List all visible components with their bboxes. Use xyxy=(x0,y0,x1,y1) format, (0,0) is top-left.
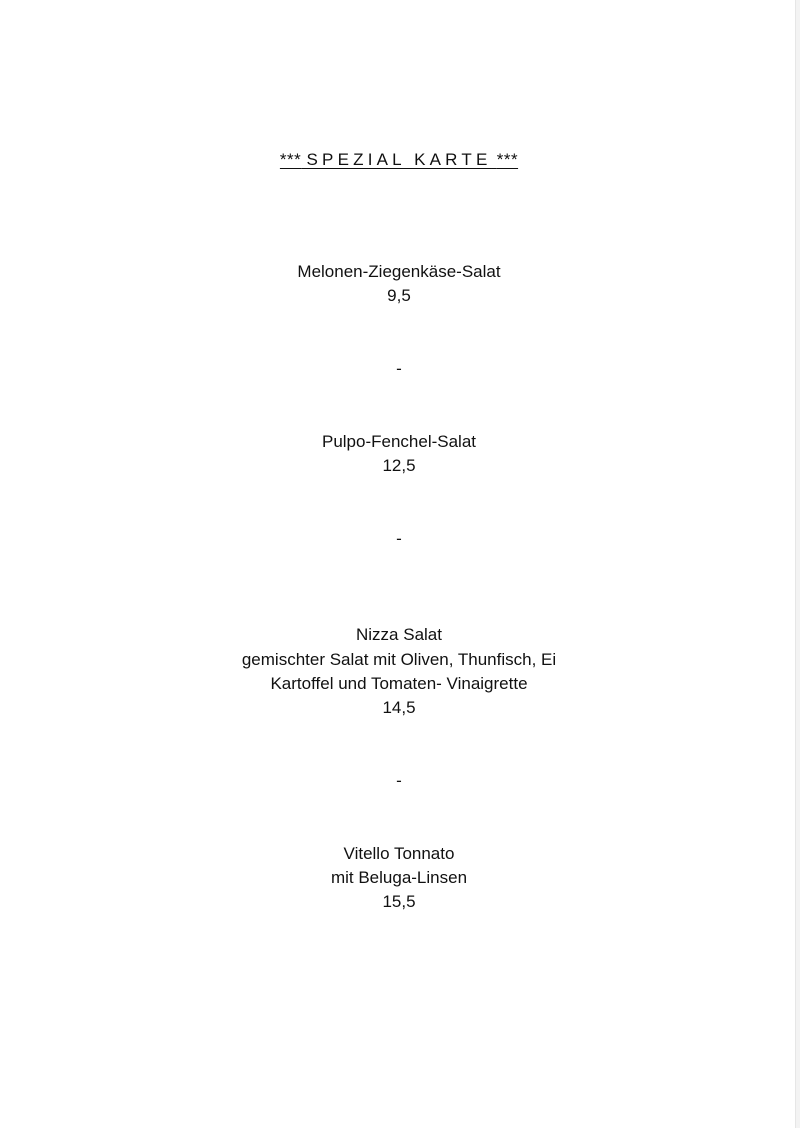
dish-name: Nizza Salat xyxy=(356,625,442,644)
dish-price: 12,5 xyxy=(382,456,416,475)
separator: - xyxy=(396,771,402,790)
dish-description: mit Beluga-Linsen xyxy=(330,868,468,887)
dish-name: Pulpo-Fenchel-Salat xyxy=(321,432,477,451)
separator: - xyxy=(396,359,402,378)
menu-title xyxy=(0,149,798,171)
title-prefix: *** xyxy=(279,150,302,169)
dish-name: Vitello Tonnato xyxy=(343,844,455,863)
separator: - xyxy=(396,529,402,548)
dish-price: 14,5 xyxy=(382,698,416,717)
title-suffix: *** xyxy=(496,150,519,169)
title-text: SPEZIAL KARTE xyxy=(306,150,492,169)
page-edge xyxy=(795,0,800,1128)
dish-description: Kartoffel und Tomaten- Vinaigrette xyxy=(270,674,528,693)
dish-description: gemischter Salat mit Oliven, Thunfisch, Ei xyxy=(241,650,557,669)
dish-price: 15,5 xyxy=(382,892,416,911)
dish-name: Melonen-Ziegenkäse-Salat xyxy=(297,262,501,281)
dish-price: 9,5 xyxy=(387,286,411,305)
